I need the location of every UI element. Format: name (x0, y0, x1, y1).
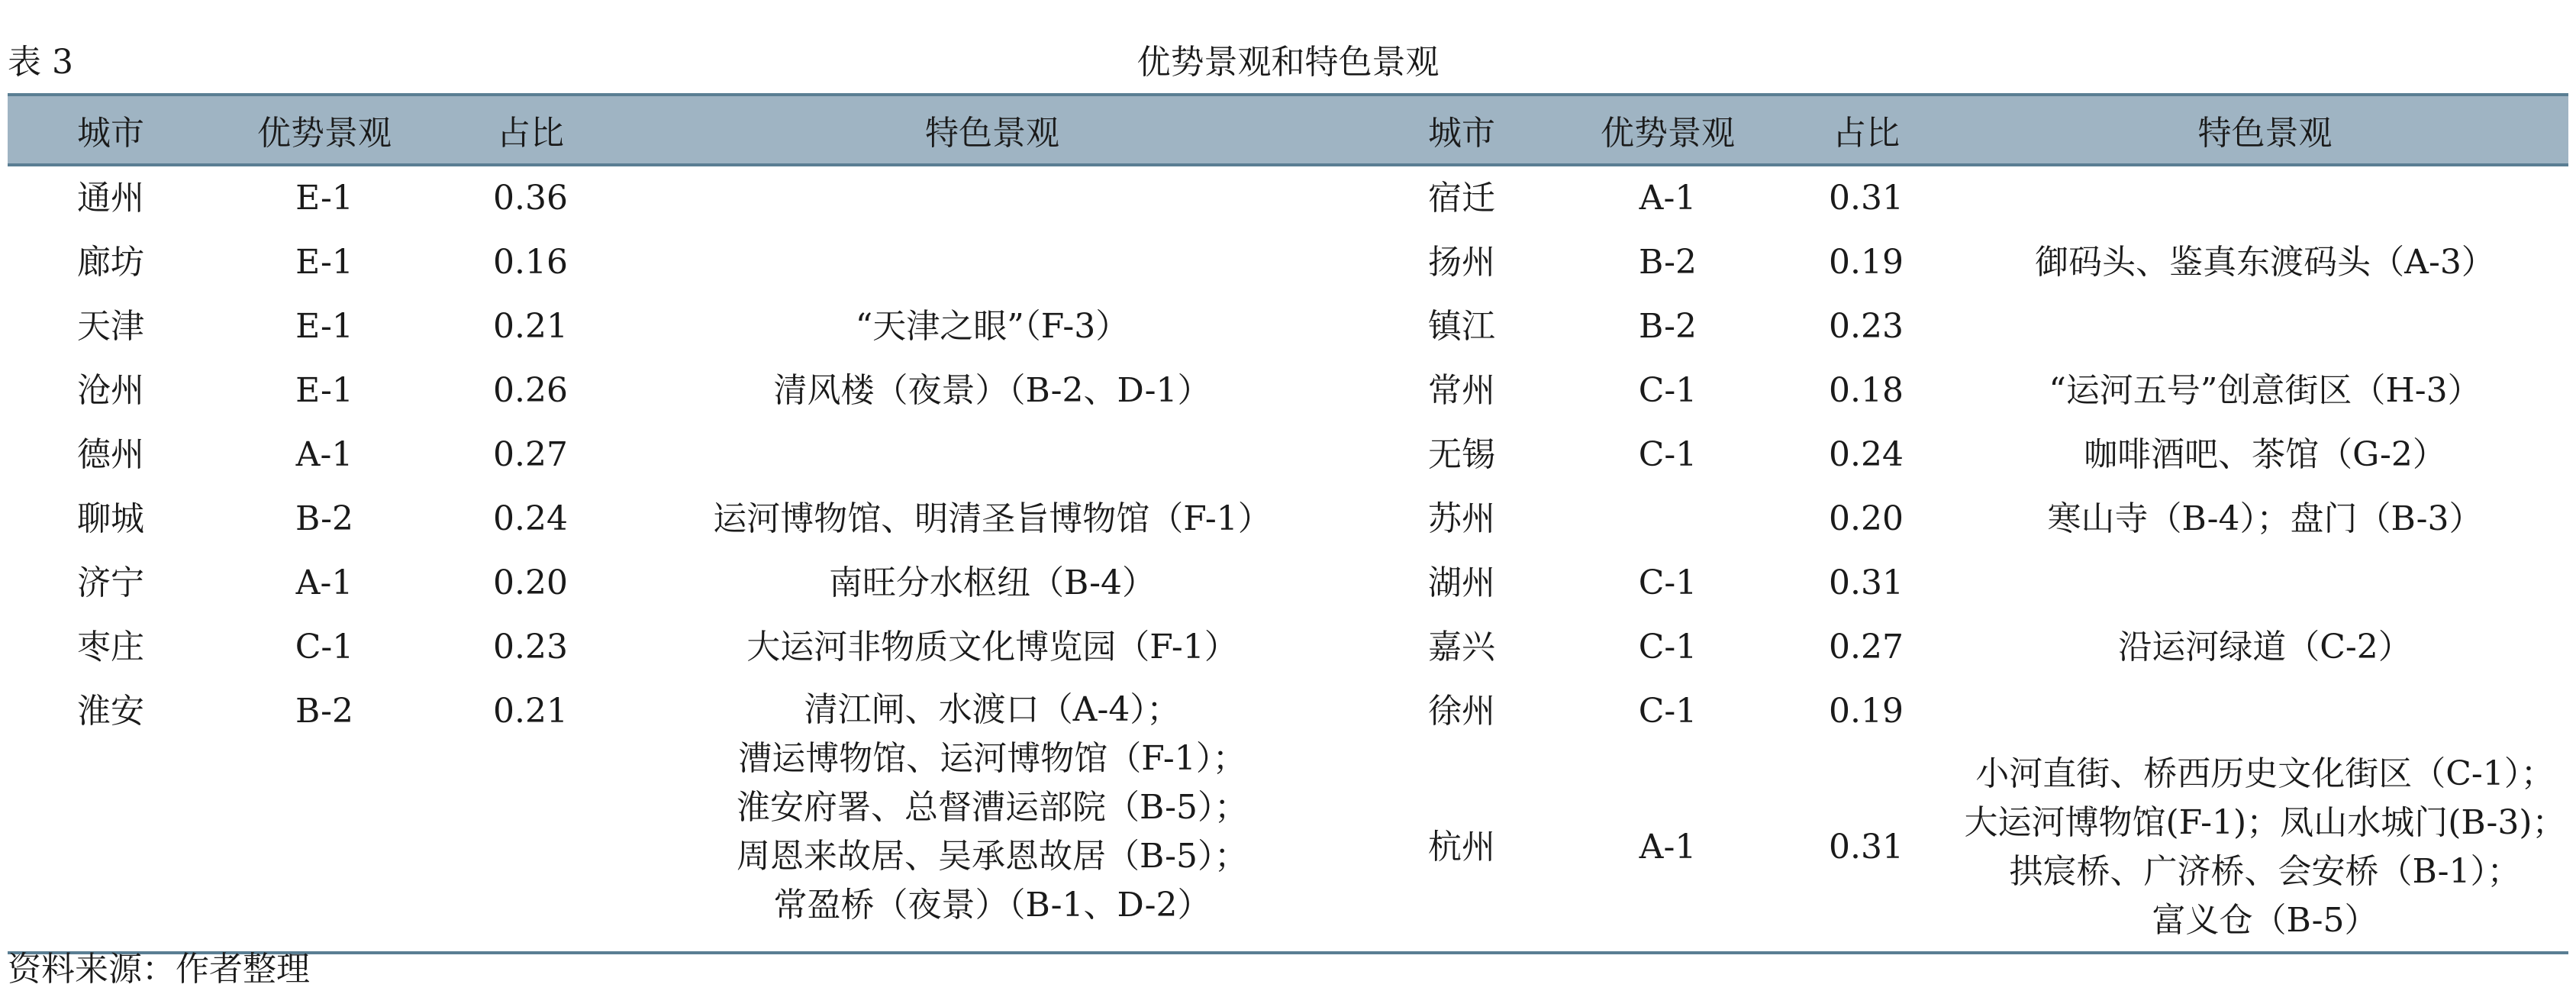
feature-line: “运河五号”创意街区（H-3） (2049, 371, 2481, 410)
feature-line: 小河直街、桥西历史文化街区（C-1）； (1975, 754, 2555, 793)
city-cell: 扬州 (1428, 243, 1495, 282)
feature-line: 拱宸桥、广济桥、会安桥（B-1）； (2009, 852, 2521, 891)
feature-line: 南旺分水枢纽（B-4） (828, 563, 1156, 602)
feature-line: 寒山寺（B-4）；盘门（B-3） (2047, 499, 2483, 538)
feature-cell (626, 423, 1359, 487)
source-note: 资料来源：作者整理 (8, 950, 310, 989)
header-dominant-right: 优势景观 (1565, 95, 1771, 165)
table-row (8, 551, 2568, 615)
feature-line: 周恩来故居、吴承恩故居（B-5）； (736, 837, 1248, 876)
feature-line: 清风楼（夜景）（B-2、D-1） (773, 371, 1211, 410)
dominant-cell: C-1 (1638, 563, 1697, 602)
feature-cell (1962, 231, 2568, 295)
header-city-right: 城市 (1359, 95, 1565, 165)
feature-line: 清江闸、水渡口（A-4）； (804, 690, 1181, 729)
header-ratio-right: 占比 (1771, 95, 1962, 165)
table-number: 表 3 (8, 43, 73, 82)
dominant-cell (1565, 487, 1771, 551)
feature-cell (626, 551, 1359, 615)
feature-cell (1962, 679, 2568, 744)
city-cell: 通州 (77, 179, 144, 218)
feature-cell (1962, 359, 2568, 423)
feature-cell (626, 615, 1359, 679)
feature-line: 淮安府署、总督漕运部院（B-5）； (736, 788, 1248, 827)
ratio-cell: 0.27 (493, 435, 568, 474)
ratio-cell: 0.16 (493, 243, 568, 282)
feature-line: 御码头、鉴真东渡码头（A-3） (2035, 243, 2495, 282)
city-cell: 杭州 (1359, 744, 1565, 953)
table-header-row (8, 95, 2568, 165)
dominant-cell: A-1 (295, 435, 353, 474)
feature-cell (626, 487, 1359, 551)
table-title: 优势景观和特色景观 (1136, 43, 1440, 82)
dominant-cell: C-1 (1638, 628, 1697, 666)
city-cell: 无锡 (1428, 435, 1495, 474)
feature-line: “天津之眼”（F-3） (855, 307, 1130, 346)
ratio-cell: 0.36 (493, 179, 568, 218)
table-row (8, 487, 2568, 551)
feature-cell (1962, 423, 2568, 487)
dominant-cell: C-1 (295, 628, 354, 666)
header-city-left: 城市 (8, 95, 214, 165)
table-row (8, 231, 2568, 295)
header-feature-left: 特色景观 (626, 95, 1359, 165)
table-row (8, 423, 2568, 487)
feature-line: 富义仓（B-5） (2152, 901, 2378, 940)
table-row (8, 295, 2568, 359)
feature-line: 常盈桥（夜景）（B-1、D-2） (773, 886, 1211, 925)
ratio-cell: 0.21 (493, 307, 568, 346)
feature-cell (1962, 615, 2568, 679)
dominant-cell: C-1 (1638, 371, 1697, 410)
table-row (8, 359, 2568, 423)
dominant-cell: E-1 (295, 179, 353, 218)
city-cell: 沧州 (77, 371, 144, 410)
dominant-cell: A-1 (1639, 179, 1697, 218)
ratio-cell: 0.31 (1829, 179, 1904, 218)
city-cell: 淮安 (8, 679, 214, 953)
header-ratio-left: 占比 (435, 95, 626, 165)
city-cell: 湖州 (1428, 563, 1495, 602)
ratio-cell: 0.19 (1829, 692, 1904, 731)
dominant-cell: B-2 (1638, 243, 1697, 282)
city-cell: 枣庄 (77, 628, 144, 666)
ratio-cell: 0.18 (1829, 371, 1904, 410)
city-cell: 济宁 (77, 563, 144, 602)
landscape-table (8, 93, 2568, 954)
ratio-cell: 0.26 (493, 371, 568, 410)
header-feature-right: 特色景观 (1962, 95, 2568, 165)
feature-line: 运河博物馆、明清圣旨博物馆（F-1） (713, 499, 1272, 538)
dominant-cell: A-1 (295, 563, 353, 602)
city-cell: 宿迁 (1428, 179, 1495, 218)
feature-cell (626, 295, 1359, 359)
table-row (8, 615, 2568, 679)
feature-cell (626, 679, 1359, 953)
feature-cell (626, 165, 1359, 231)
dominant-cell: E-1 (295, 307, 353, 346)
city-cell: 廊坊 (77, 243, 144, 282)
dominant-cell: C-1 (1638, 692, 1697, 731)
ratio-cell: 0.31 (1771, 744, 1962, 953)
feature-cell (1962, 744, 2568, 953)
feature-cell (1962, 487, 2568, 551)
ratio-cell: 0.24 (493, 499, 568, 538)
city-cell: 聊城 (77, 499, 144, 538)
ratio-cell: 0.23 (493, 628, 568, 666)
feature-line: 大运河博物馆(F-1)；凤山水城门(B-3)； (1964, 803, 2566, 842)
ratio-cell: 0.21 (435, 679, 626, 953)
ratio-cell: 0.23 (1829, 307, 1904, 346)
feature-line: 大运河非物质文化博览园（F-1） (746, 628, 1238, 666)
ratio-cell: 0.24 (1829, 435, 1904, 474)
dominant-cell: A-1 (1565, 744, 1771, 953)
city-cell: 苏州 (1428, 499, 1495, 538)
feature-cell (626, 231, 1359, 295)
dominant-cell: B-2 (295, 499, 353, 538)
feature-line: 沿运河绿道（C-2） (2118, 628, 2412, 666)
ratio-cell: 0.31 (1829, 563, 1904, 602)
dominant-cell: E-1 (295, 371, 353, 410)
city-cell: 常州 (1428, 371, 1495, 410)
table-row (8, 165, 2568, 231)
dominant-cell: B-2 (214, 679, 435, 953)
feature-cell (1962, 165, 2568, 231)
dominant-cell: B-2 (1638, 307, 1697, 346)
feature-cell (1962, 295, 2568, 359)
feature-line: 漕运博物馆、运河博物馆（F-1）； (738, 739, 1246, 778)
city-cell: 德州 (77, 435, 144, 474)
dominant-cell: C-1 (1638, 435, 1697, 474)
table-row (8, 679, 2568, 744)
dominant-cell: E-1 (295, 243, 353, 282)
ratio-cell: 0.27 (1829, 628, 1904, 666)
header-dominant-left: 优势景观 (214, 95, 435, 165)
city-cell: 镇江 (1428, 307, 1495, 346)
city-cell: 嘉兴 (1428, 628, 1495, 666)
feature-cell (1962, 551, 2568, 615)
ratio-cell: 0.19 (1829, 243, 1904, 282)
ratio-cell: 0.20 (1829, 499, 1904, 538)
city-cell: 天津 (77, 307, 144, 346)
city-cell: 徐州 (1428, 692, 1495, 731)
ratio-cell: 0.20 (493, 563, 568, 602)
feature-cell (626, 359, 1359, 423)
feature-line: 咖啡酒吧、茶馆（G-2） (2084, 435, 2446, 474)
